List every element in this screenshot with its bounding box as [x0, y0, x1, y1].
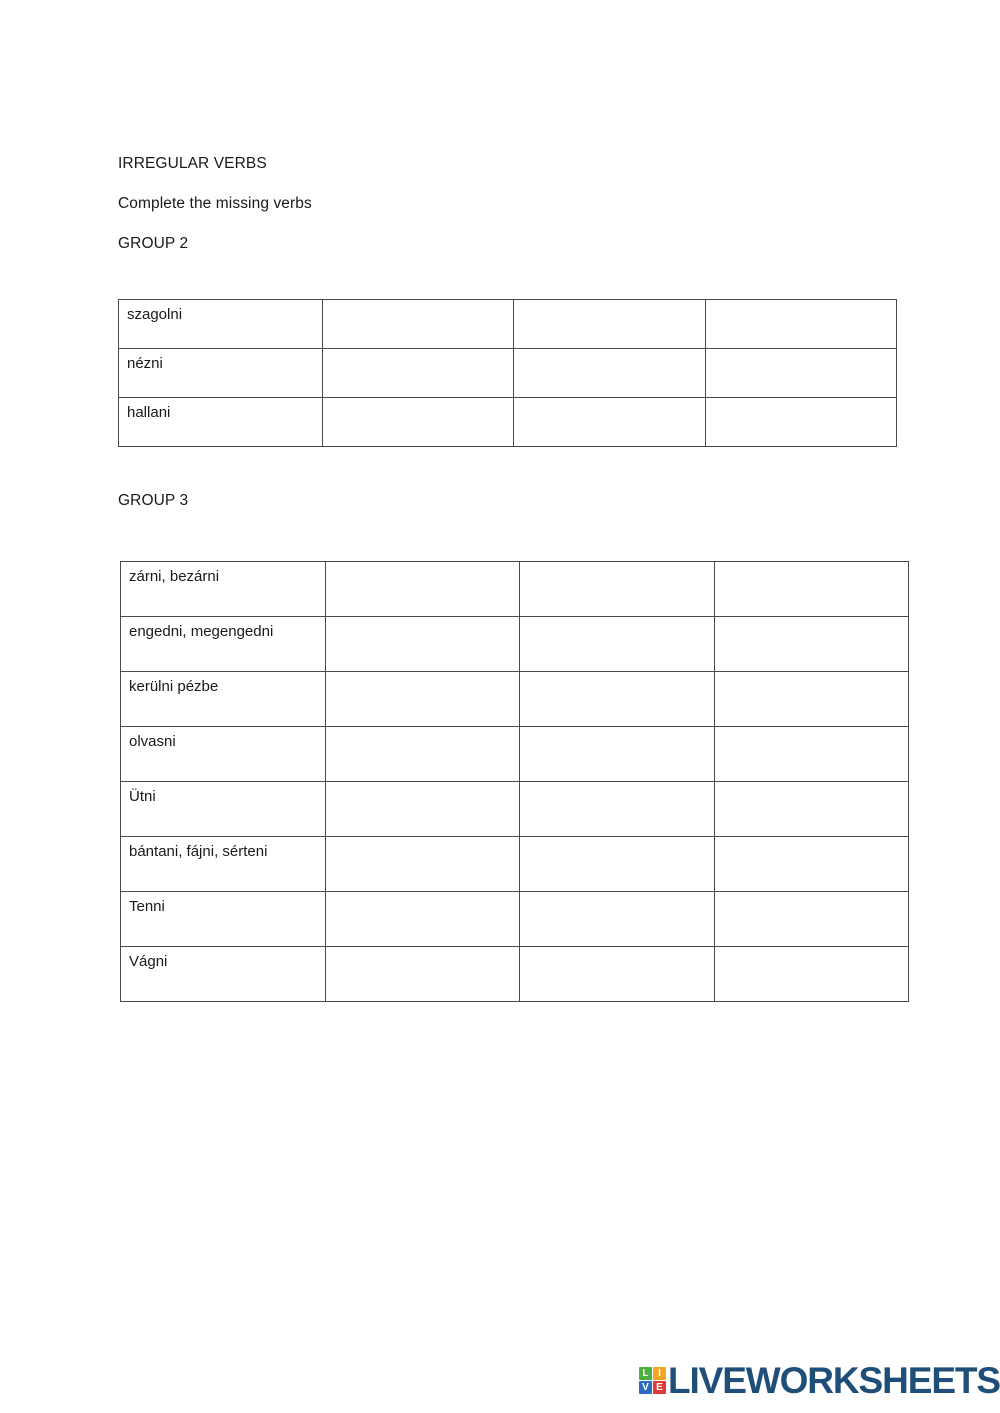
answer-cell-3[interactable] — [714, 672, 908, 727]
verb-cell: kerülni pézbe — [121, 672, 326, 727]
answer-cell-1[interactable] — [323, 300, 514, 349]
group-2-label: GROUP 2 — [118, 234, 189, 252]
table-row — [119, 349, 897, 398]
answer-cell-2[interactable] — [514, 300, 705, 349]
answer-cell-3[interactable] — [705, 398, 896, 447]
verb-cell: Ütni — [121, 782, 326, 837]
verb-cell: nézni — [119, 349, 323, 398]
answer-cell-3[interactable] — [714, 617, 908, 672]
group-3-table-body — [121, 562, 909, 1002]
liveworksheets-logo — [639, 1362, 1000, 1399]
verb-cell: zárni, bezárni — [121, 562, 326, 617]
answer-cell-2[interactable] — [520, 947, 714, 1002]
table-row — [121, 947, 909, 1002]
table-row — [121, 617, 909, 672]
table-row — [121, 782, 909, 837]
answer-cell-2[interactable] — [520, 672, 714, 727]
table-row — [121, 892, 909, 947]
logo-tile-e: E — [653, 1381, 666, 1394]
answer-cell-3[interactable] — [714, 782, 908, 837]
verb-cell: szagolni — [119, 300, 323, 349]
table-row — [119, 398, 897, 447]
answer-cell-2[interactable] — [520, 562, 714, 617]
table-row — [121, 672, 909, 727]
answer-cell-3[interactable] — [705, 300, 896, 349]
logo-tile-v: V — [639, 1381, 652, 1394]
answer-cell-2[interactable] — [514, 349, 705, 398]
answer-cell-1[interactable] — [326, 617, 520, 672]
answer-cell-3[interactable] — [714, 837, 908, 892]
answer-cell-3[interactable] — [714, 727, 908, 782]
group-3-verb-table — [120, 561, 909, 1002]
liveworksheets-wordmark: LIVEWORKSHEETS — [667, 1360, 1000, 1401]
verb-cell: Vágni — [121, 947, 326, 1002]
logo-tile-l: L — [639, 1367, 652, 1380]
answer-cell-2[interactable] — [514, 398, 705, 447]
answer-cell-2[interactable] — [520, 892, 714, 947]
answer-cell-2[interactable] — [520, 727, 714, 782]
group-3-label: GROUP 3 — [118, 492, 189, 509]
table-row — [119, 300, 897, 349]
answer-cell-1[interactable] — [326, 782, 520, 837]
liveworksheets-logo-tiles — [639, 1367, 666, 1394]
verb-cell: bántani, fájni, sérteni — [121, 837, 326, 892]
table-row — [121, 727, 909, 782]
answer-cell-1[interactable] — [326, 947, 520, 1002]
logo-tile-i: I — [653, 1367, 666, 1380]
verb-cell: Tenni — [121, 892, 326, 947]
answer-cell-1[interactable] — [326, 727, 520, 782]
verb-cell: olvasni — [121, 727, 326, 782]
table-row — [121, 837, 909, 892]
answer-cell-1[interactable] — [326, 672, 520, 727]
group-2-verb-table — [118, 299, 897, 447]
answer-cell-3[interactable] — [714, 562, 908, 617]
answer-cell-2[interactable] — [520, 617, 714, 672]
answer-cell-1[interactable] — [323, 349, 514, 398]
answer-cell-2[interactable] — [520, 837, 714, 892]
answer-cell-3[interactable] — [714, 947, 908, 1002]
page-title: IRREGULAR VERBS — [118, 155, 267, 172]
answer-cell-1[interactable] — [326, 562, 520, 617]
group-2-table-body — [119, 300, 897, 447]
answer-cell-2[interactable] — [520, 782, 714, 837]
verb-cell: engedni, megengedni — [121, 617, 326, 672]
verb-cell: hallani — [119, 398, 323, 447]
answer-cell-1[interactable] — [326, 892, 520, 947]
table-row — [121, 562, 909, 617]
heading-block — [118, 155, 818, 252]
instruction-text: Complete the missing verbs — [118, 194, 312, 212]
answer-cell-1[interactable] — [323, 398, 514, 447]
answer-cell-3[interactable] — [714, 892, 908, 947]
answer-cell-3[interactable] — [705, 349, 896, 398]
answer-cell-1[interactable] — [326, 837, 520, 892]
